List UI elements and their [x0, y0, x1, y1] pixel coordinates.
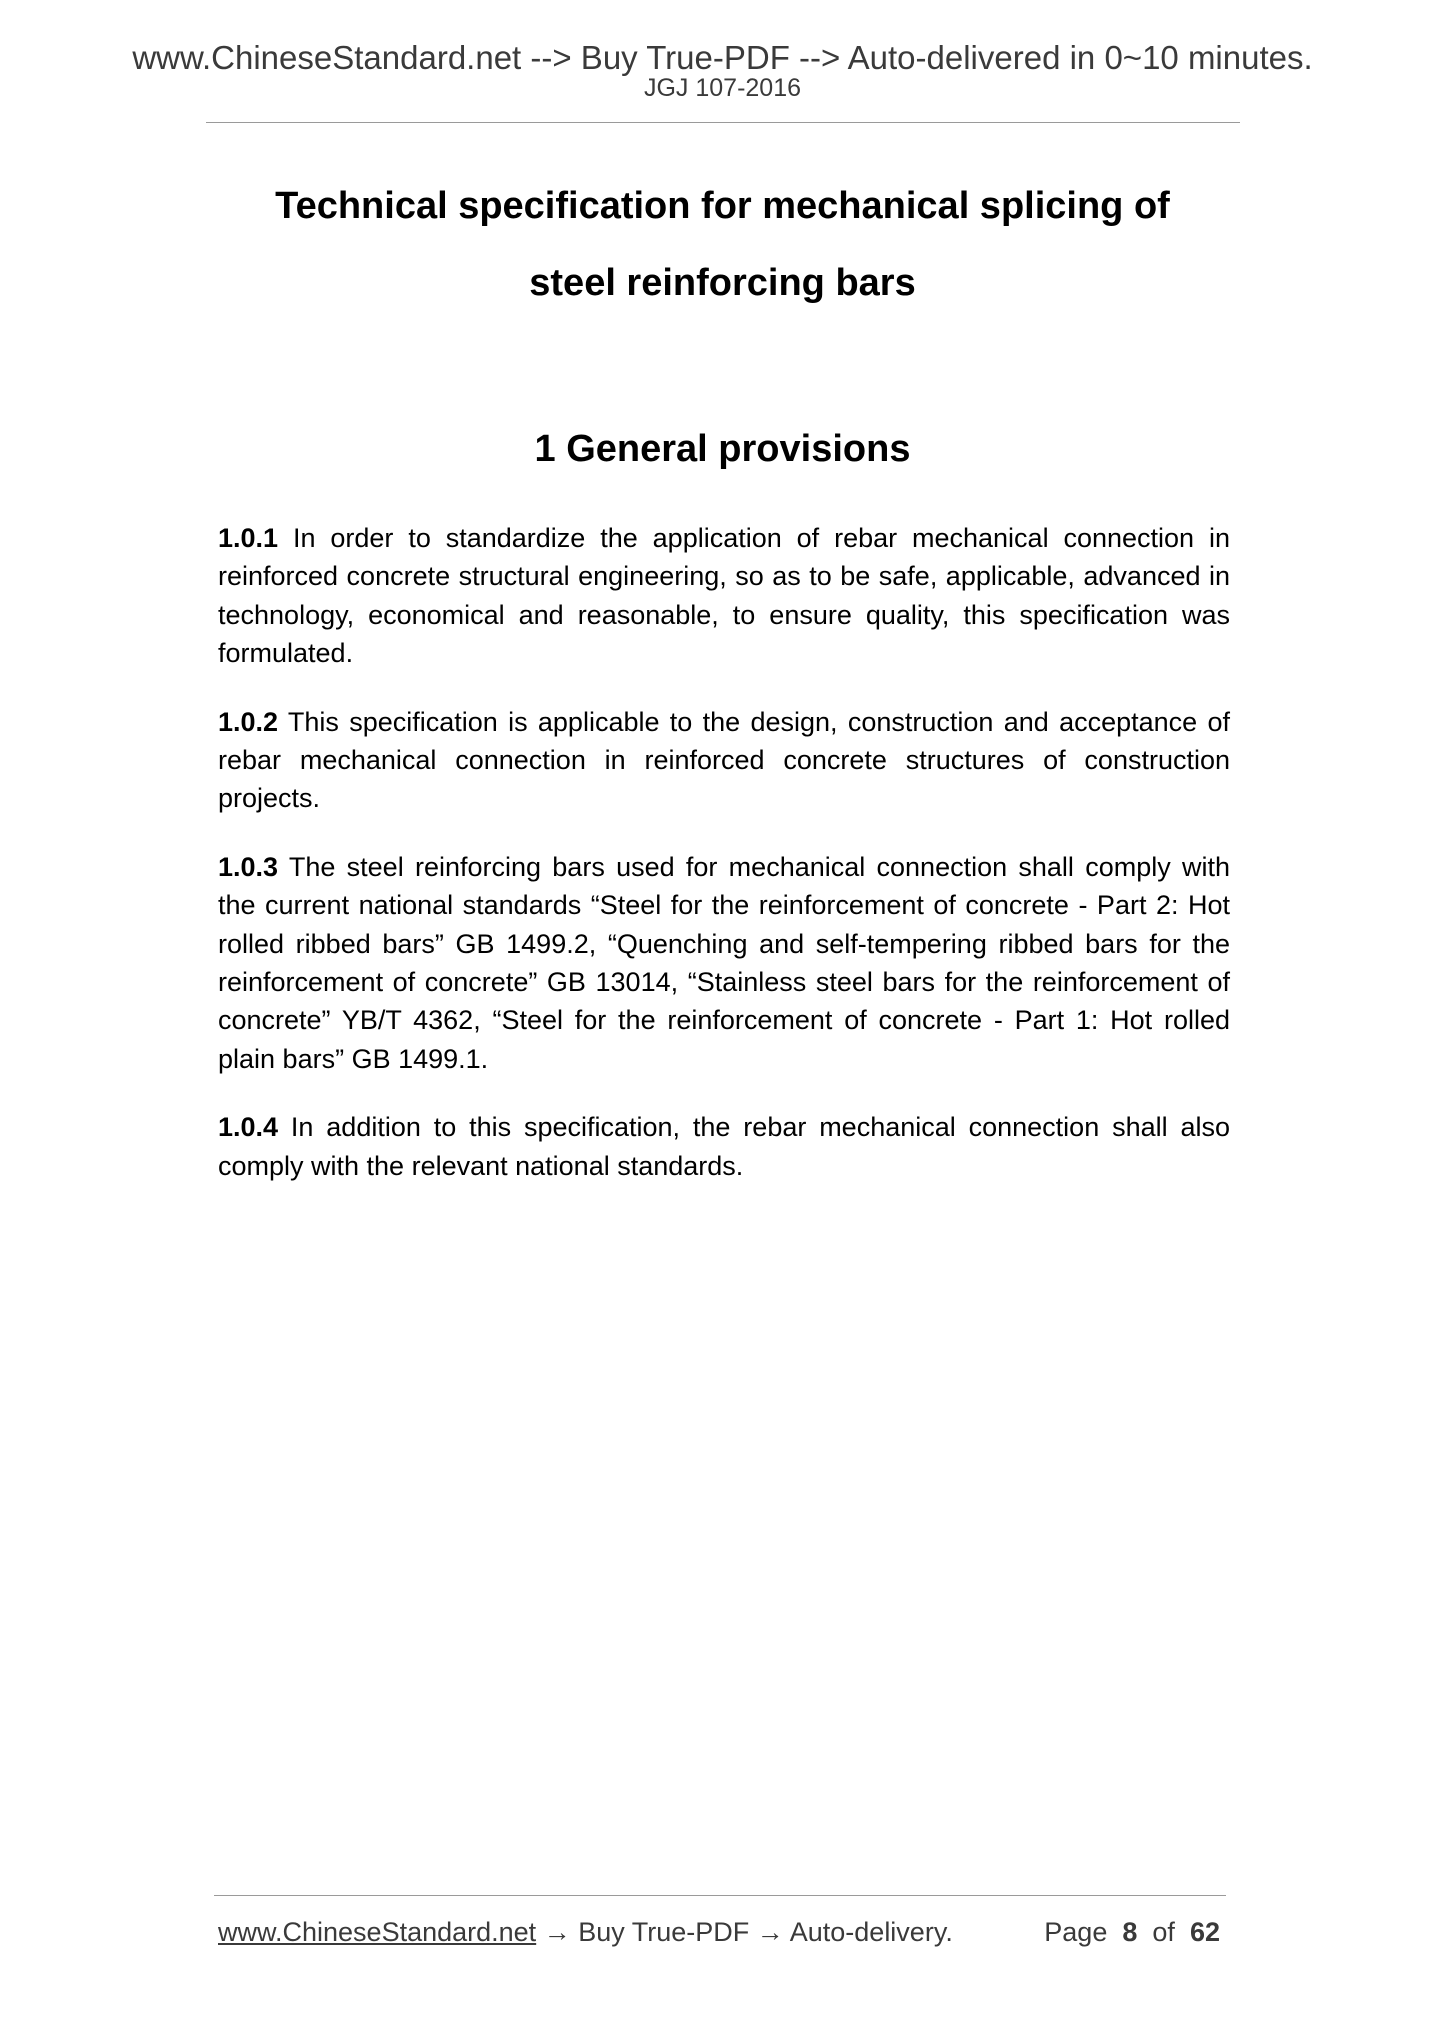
clause-1-0-3 — [218, 848, 1230, 1078]
clause-text: This specification is applicable to the design, construction and acceptance of rebar mechanical connection in reinforced concrete structures of construction projects. — [218, 706, 1231, 814]
of-label: of — [1152, 1917, 1175, 1947]
footer-site-link[interactable]: www.ChineseStandard.net — [218, 1917, 537, 1947]
clause-number: 1.0.3 — [218, 851, 279, 882]
footer-promo — [218, 1916, 953, 1948]
footer-tagline: → Buy True-PDF → Auto-delivery. — [536, 1917, 953, 1947]
clause-number: 1.0.2 — [218, 706, 279, 737]
document-code: JGJ 107-2016 — [643, 74, 802, 102]
page-total: 62 — [1189, 1917, 1220, 1947]
page-number: 8 — [1122, 1917, 1138, 1947]
top-banner: www.ChineseStandard.net --> Buy True-PDF --> Auto-delivered in 0~10 minutes. — [132, 39, 1313, 76]
footer-divider — [214, 1895, 1226, 1896]
clause-list — [218, 519, 1230, 1215]
chapter-heading: 1 General provisions — [534, 428, 911, 470]
header-divider — [206, 122, 1240, 123]
clause-1-0-2 — [218, 703, 1230, 818]
clause-number: 1.0.1 — [218, 523, 279, 553]
page-indicator — [1044, 1916, 1220, 1948]
clause-text: In order to standardize the application of rebar mechanical connection in reinforced concrete structural engineering, so as to be safe, applicable, advanced in technology, economical and reasonable, to ensure quality, this specification was formulated. — [218, 523, 1230, 669]
document-title-line-1: Technical specification for mechanical splicing of — [275, 185, 1170, 227]
document-title — [0, 168, 1445, 322]
clause-text: The steel reinforcing bars used for mechanical connection shall comply with the current national standards “Steel for the reinforcement of concrete - Part 2: Hot rolled ribbed bars” GB 1499.2, “Quenching and self-tempering ribbed bars for the reinforcement of concrete” GB 13014, “Stainless steel bars for the reinforcement of concrete” YB/T 4362, “Steel for the reinforcement of concrete - Part 1: Hot rolled plain bars” GB 1499.1. — [218, 851, 1231, 1074]
page-label: Page — [1044, 1917, 1108, 1947]
clause-number: 1.0.4 — [218, 1112, 279, 1143]
clause-1-0-4 — [218, 1108, 1230, 1185]
clause-text: In addition to this specification, the rebar mechanical connection shall also comply with the relevant national standards. — [218, 1112, 1230, 1181]
document-title-line-2: steel reinforcing bars — [529, 262, 916, 304]
clause-1-0-1 — [218, 519, 1230, 673]
